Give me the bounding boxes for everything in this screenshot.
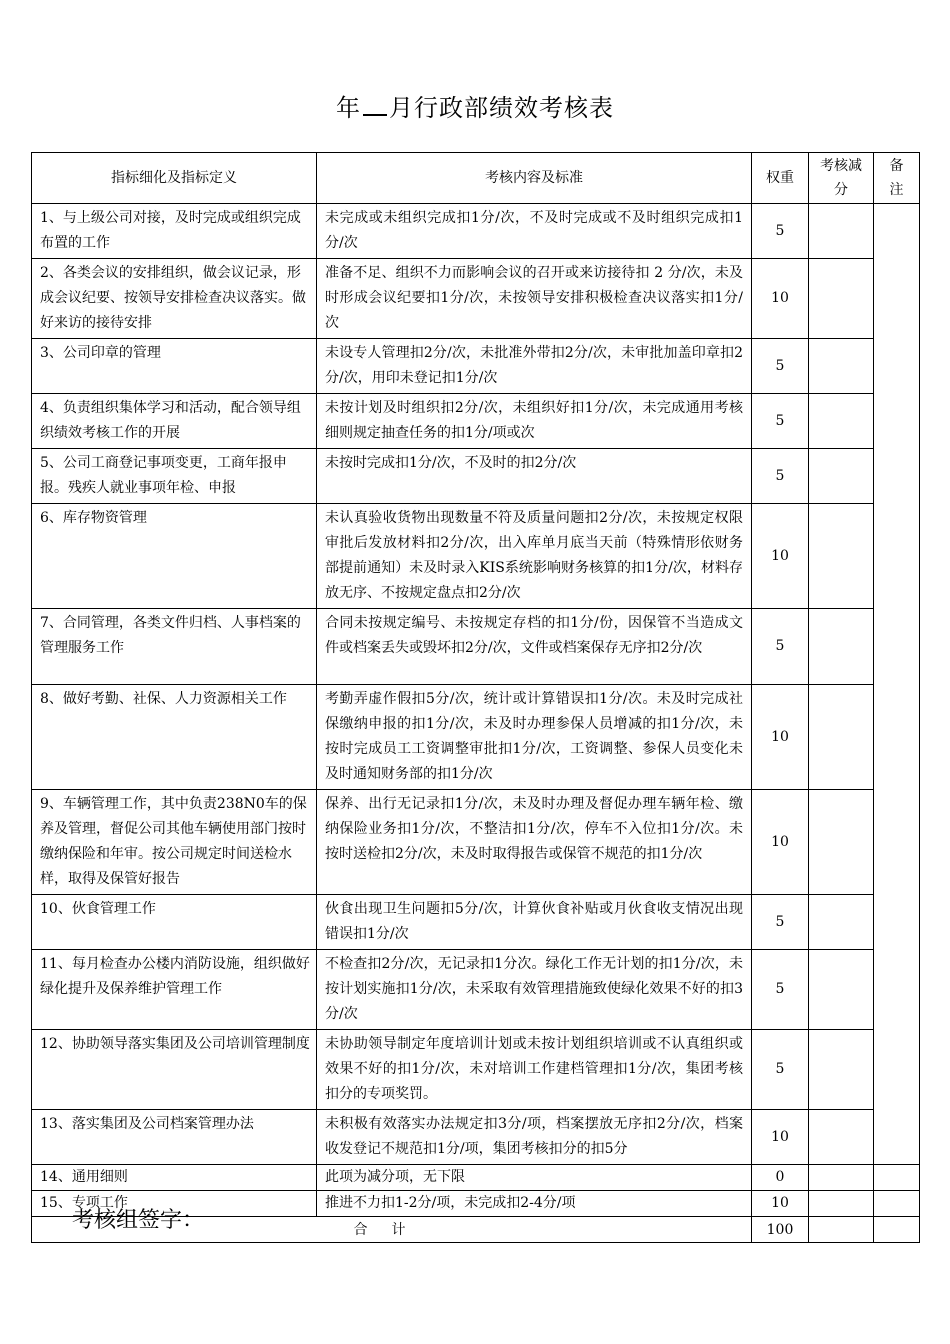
table-row	[32, 1165, 920, 1191]
deduction-cell[interactable]	[809, 895, 874, 950]
deduction-cell[interactable]	[809, 1110, 874, 1165]
deduction-cell[interactable]	[809, 504, 874, 609]
indicator-cell: 10、伙食管理工作	[32, 895, 317, 950]
criteria-cell: 未设专人管理扣2分/次，未批准外带扣2分/次，未审批加盖印章扣2分/次，用印未登记扣1分/次	[317, 339, 752, 394]
deduction-cell[interactable]	[809, 1191, 874, 1217]
table-row	[32, 394, 920, 449]
weight-cell: 5	[752, 895, 809, 950]
indicator-cell: 5、公司工商登记事项变更，工商年报申报。残疾人就业事项年检、申报	[32, 449, 317, 504]
indicator-cell: 12、协助领导落实集团及公司培训管理制度	[32, 1030, 317, 1110]
header-remark: 备注	[874, 153, 920, 204]
indicator-cell: 2、各类会议的安排组织，做会议记录，形成会议纪要、按领导安排检查决议落实。做好来访的接待安排	[32, 259, 317, 339]
header-deduction: 考核减分	[809, 153, 874, 204]
criteria-cell: 考勤弄虚作假扣5分/次，统计或计算错误扣1分/次。未及时完成社保缴纳申报的扣1分/次，未及时办理参保人员增减的扣1分/次，未按时完成员工工资调整审批扣1分/次，工资调整、参保人员变化未及时通知财务部的扣1分/次	[317, 685, 752, 790]
title-prefix: 年	[336, 94, 361, 122]
table-row	[32, 609, 920, 685]
remark-cell[interactable]	[874, 204, 920, 1165]
weight-cell: 0	[752, 1165, 809, 1191]
total-label: 合计	[32, 1217, 752, 1243]
remark-cell[interactable]	[874, 1165, 920, 1191]
deduction-cell[interactable]	[809, 449, 874, 504]
title-suffix: 月行政部绩效考核表	[389, 94, 614, 122]
weight-cell: 5	[752, 950, 809, 1030]
criteria-cell: 伙食出现卫生问题扣5分/次，计算伙食补贴或月伙食收支情况出现错误扣1分/次	[317, 895, 752, 950]
criteria-cell: 未积极有效落实办法规定扣3分/项，档案摆放无序扣2分/次，档案收发登记不规范扣1分/项，集团考核扣分的扣5分	[317, 1110, 752, 1165]
table-row	[32, 950, 920, 1030]
header-weight: 权重	[752, 153, 809, 204]
weight-cell: 5	[752, 1030, 809, 1110]
table-row	[32, 790, 920, 895]
criteria-cell: 此项为减分项，无下限	[317, 1165, 752, 1191]
deduction-cell[interactable]	[809, 1030, 874, 1110]
month-blank	[363, 92, 387, 116]
criteria-cell: 推进不力扣1-2分/项，未完成扣2-4分/项	[317, 1191, 752, 1217]
deduction-cell[interactable]	[809, 259, 874, 339]
table-row	[32, 449, 920, 504]
criteria-cell: 未按时完成扣1分/次，不及时的扣2分/次	[317, 449, 752, 504]
indicator-cell: 9、车辆管理工作，其中负责238N0车的保养及管理，督促公司其他车辆使用部门按时缴纳保险和年审。按公司规定时间送检水样，取得及保管好报告	[32, 790, 317, 895]
deduction-cell[interactable]	[809, 394, 874, 449]
weight-cell: 5	[752, 449, 809, 504]
table-row	[32, 504, 920, 609]
deduction-cell[interactable]	[809, 204, 874, 259]
deduction-cell[interactable]	[809, 685, 874, 790]
criteria-cell: 准备不足、组织不力而影响会议的召开或来访接待扣 2 分/次，未及时形成会议纪要扣1分/次，未按领导安排积极检查决议落实扣1分/次	[317, 259, 752, 339]
criteria-cell: 未认真验收货物出现数量不符及质量问题扣2分/次，未按规定权限审批后发放材料扣2分/次，出入库单月底当天前（特殊情形依财务部提前通知）未及时录入KIS系统影响财务核算的扣1分/次，材料存放无序、不按规定盘点扣2分/次	[317, 504, 752, 609]
deduction-cell[interactable]	[809, 339, 874, 394]
indicator-cell: 8、做好考勤、社保、人力资源相关工作	[32, 685, 317, 790]
criteria-cell: 未协助领导制定年度培训计划或未按计划组织培训或不认真组织或效果不好的扣1分/次，未对培训工作建档管理扣1分/次，集团考核扣分的专项奖罚。	[317, 1030, 752, 1110]
table-row	[32, 339, 920, 394]
criteria-cell: 保养、出行无记录扣1分/次，未及时办理及督促办理车辆年检、缴纳保险业务扣1分/次，不整洁扣1分/次，停车不入位扣1分/次。未按时送检扣2分/次，未及时取得报告或保管不规范的扣1分/次	[317, 790, 752, 895]
weight-cell: 10	[752, 259, 809, 339]
deduction-cell[interactable]	[809, 790, 874, 895]
criteria-cell: 合同未按规定编号、未按规定存档的扣1分/份，因保管不当造成文件或档案丢失或毁坏扣2分/次，文件或档案保存无序扣2分/次	[317, 609, 752, 685]
indicator-cell: 7、合同管理，各类文件归档、人事档案的管理服务工作	[32, 609, 317, 685]
header-criteria: 考核内容及标准	[317, 153, 752, 204]
page-title	[0, 92, 950, 124]
indicator-cell: 11、每月检查办公楼内消防设施，组织做好绿化提升及保养维护管理工作	[32, 950, 317, 1030]
weight-cell: 5	[752, 609, 809, 685]
weight-cell: 10	[752, 504, 809, 609]
table-row	[32, 1030, 920, 1110]
criteria-cell: 未完成或未组织完成扣1分/次，不及时完成或不及时组织完成扣1分/次	[317, 204, 752, 259]
weight-cell: 5	[752, 339, 809, 394]
total-weight: 100	[752, 1217, 809, 1243]
header-indicator: 指标细化及指标定义	[32, 153, 317, 204]
deduction-cell[interactable]	[809, 1165, 874, 1191]
table-row	[32, 259, 920, 339]
indicator-cell: 4、负责组织集体学习和活动，配合领导组织绩效考核工作的开展	[32, 394, 317, 449]
table-row	[32, 1110, 920, 1165]
deduction-cell[interactable]	[809, 609, 874, 685]
indicator-cell: 6、库存物资管理	[32, 504, 317, 609]
criteria-cell: 不检查扣2分/次，无记录扣1分次。绿化工作无计划的扣1分/次，未按计划实施扣1分/次，未采取有效管理措施致使绿化效果不好的扣3分/次	[317, 950, 752, 1030]
table-row	[32, 204, 920, 259]
weight-cell: 10	[752, 1110, 809, 1165]
weight-cell: 10	[752, 790, 809, 895]
indicator-cell: 15、专项工作	[32, 1191, 317, 1217]
weight-cell: 10	[752, 1191, 809, 1217]
criteria-cell: 未按计划及时组织扣2分/次，未组织好扣1分/次，未完成通用考核细则规定抽查任务的扣1分/项或次	[317, 394, 752, 449]
indicator-cell: 14、通用细则	[32, 1165, 317, 1191]
indicator-cell: 1、与上级公司对接，及时完成或组织完成布置的工作	[32, 204, 317, 259]
weight-cell: 5	[752, 394, 809, 449]
table-row	[32, 895, 920, 950]
deduction-cell[interactable]	[809, 950, 874, 1030]
weight-cell: 5	[752, 204, 809, 259]
indicator-cell: 13、落实集团及公司档案管理办法	[32, 1110, 317, 1165]
remark-cell[interactable]	[874, 1191, 920, 1217]
indicator-cell: 3、公司印章的管理	[32, 339, 317, 394]
total-remark-cell[interactable]	[874, 1217, 920, 1243]
table-row	[32, 685, 920, 790]
header-row	[32, 153, 920, 204]
total-deduction-cell[interactable]	[809, 1217, 874, 1243]
signature-label: 考核组签字：	[72, 1208, 205, 1233]
weight-cell: 10	[752, 685, 809, 790]
assessment-table	[31, 152, 920, 1243]
